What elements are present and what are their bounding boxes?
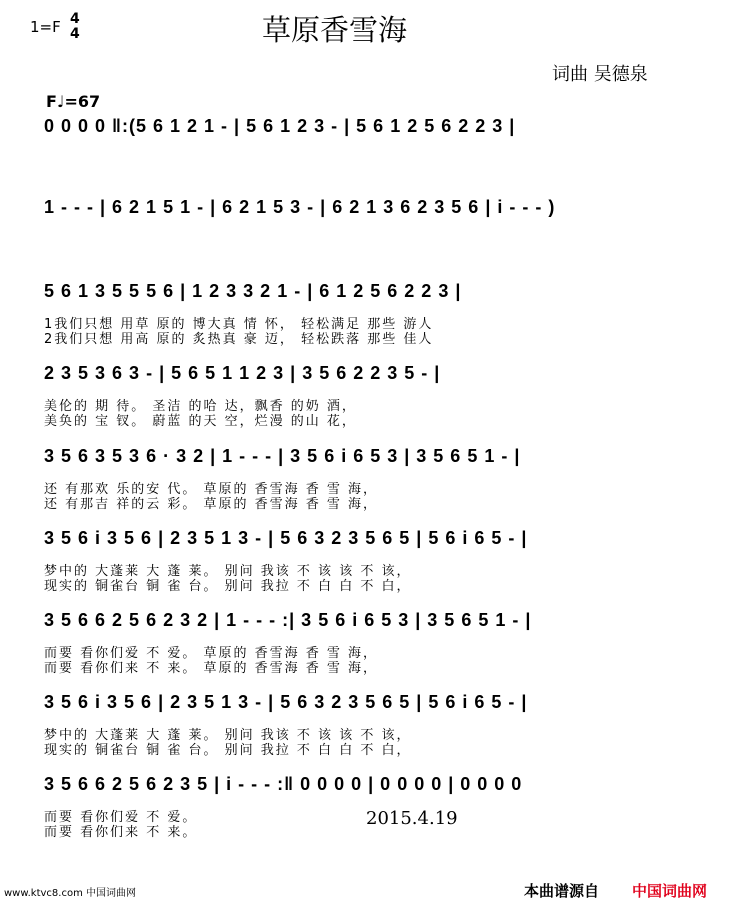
time-denominator: 4 <box>70 26 80 42</box>
lyric-line-6-2: 现实的 铜雀台 铜 雀 台。 别问 我拉 不 白 白 不 白， <box>44 579 412 594</box>
time-signature <box>70 12 80 42</box>
footer-brand: 中国词曲网 <box>632 882 708 900</box>
composer-credit: 词曲 吴德泉 <box>552 64 648 85</box>
tempo-marking: F♩=67 <box>46 92 101 111</box>
note-line-9: 3 5 6 6 2 5 6 2 3 5 | i - - - :‖ 0 0 0 0 | 0 0 0 0 | 0 0 0 0 <box>44 774 523 794</box>
note-line-2: 1 - - - | 6 2 1 5 1 - | 6 2 1 5 3 - | 6 2 1 3 6 2 3 5 6 | i - - - ) <box>44 197 556 217</box>
note-line-6: 3 5 6 i 3 5 6 | 2 3 5 1 3 - | 5 6 3 2 3 5 6 5 | 5 6 i 6 5 - | <box>44 528 528 548</box>
lyric-line-5-2: 还 有那吉 祥的云 彩。 草原的 香雪海 香 雪 海， <box>44 497 379 512</box>
lyric-line-8-2: 现实的 铜雀台 铜 雀 台。 别问 我拉 不 白 白 不 白， <box>44 743 412 758</box>
lyric-line-6-1: 梦中的 大蓬莱 大 蓬 莱。 别问 我该 不 该 该 不 该， <box>44 564 412 579</box>
key-signature: 1=F <box>30 18 61 36</box>
time-numerator: 4 <box>70 11 80 27</box>
lyric-line-3-1: 1我们只想 用草 原的 博大真 情 怀， 轻松满足 那些 游人 <box>44 317 434 332</box>
footer-source-label: 本曲谱源自 <box>524 882 600 900</box>
lyric-line-9-2: 而要 看你们来 不 来。 <box>44 825 198 840</box>
lyric-line-4-1: 美伦的 期 待。 圣洁 的哈 达，飘香 的奶 酒， <box>44 399 357 414</box>
note-line-4: 2 3 5 3 6 3 - | 5 6 5 1 1 2 3 | 3 5 6 2 2 3 5 - | <box>44 363 441 383</box>
note-line-8: 3 5 6 i 3 5 6 | 2 3 5 1 3 - | 5 6 3 2 3 5 6 5 | 5 6 i 6 5 - | <box>44 692 528 712</box>
lyric-line-7-1: 而要 看你们爱 不 爱。 草原的 香雪海 香 雪 海， <box>44 646 379 661</box>
note-line-3: 5 6 1 3 5 5 5 6 | 1 2 3 3 2 1 - | 6 1 2 5 6 2 2 3 | <box>44 281 462 301</box>
lyric-line-8-1: 梦中的 大蓬莱 大 蓬 莱。 别问 我该 不 该 该 不 该， <box>44 728 412 743</box>
lyric-line-7-2: 而要 看你们来 不 来。 草原的 香雪海 香 雪 海， <box>44 661 379 676</box>
footer-site: www.ktvc8.com 中国词曲网 <box>4 888 137 899</box>
lyric-line-3-2: 2我们只想 用高 原的 炙热真 豪 迈， 轻松跌落 那些 佳人 <box>44 332 434 347</box>
note-line-7: 3 5 6 6 2 5 6 2 3 2 | 1 - - - :| 3 5 6 i 6 5 3 | 3 5 6 5 1 - | <box>44 610 532 630</box>
note-line-1: 0 0 0 0 ‖:(5 6 1 2 1 - | 5 6 1 2 3 - | 5 6 1 2 5 6 2 2 3 | <box>44 116 516 136</box>
note-line-5: 3 5 6 3 5 3 6 · 3 2 | 1 - - - | 3 5 6 i 6 5 3 | 3 5 6 5 1 - | <box>44 446 521 466</box>
song-title: 草原香雪海 <box>262 13 408 47</box>
lyric-line-5-1: 还 有那欢 乐的安 代。 草原的 香雪海 香 雪 海， <box>44 482 379 497</box>
date-stamp: 2015.4.19 <box>366 808 458 829</box>
lyric-line-4-2: 美奂的 宝 钗。 蔚蓝 的天 空，烂漫 的山 花， <box>44 414 357 429</box>
lyric-line-9-1: 而要 看你们爱 不 爱。 <box>44 810 198 825</box>
